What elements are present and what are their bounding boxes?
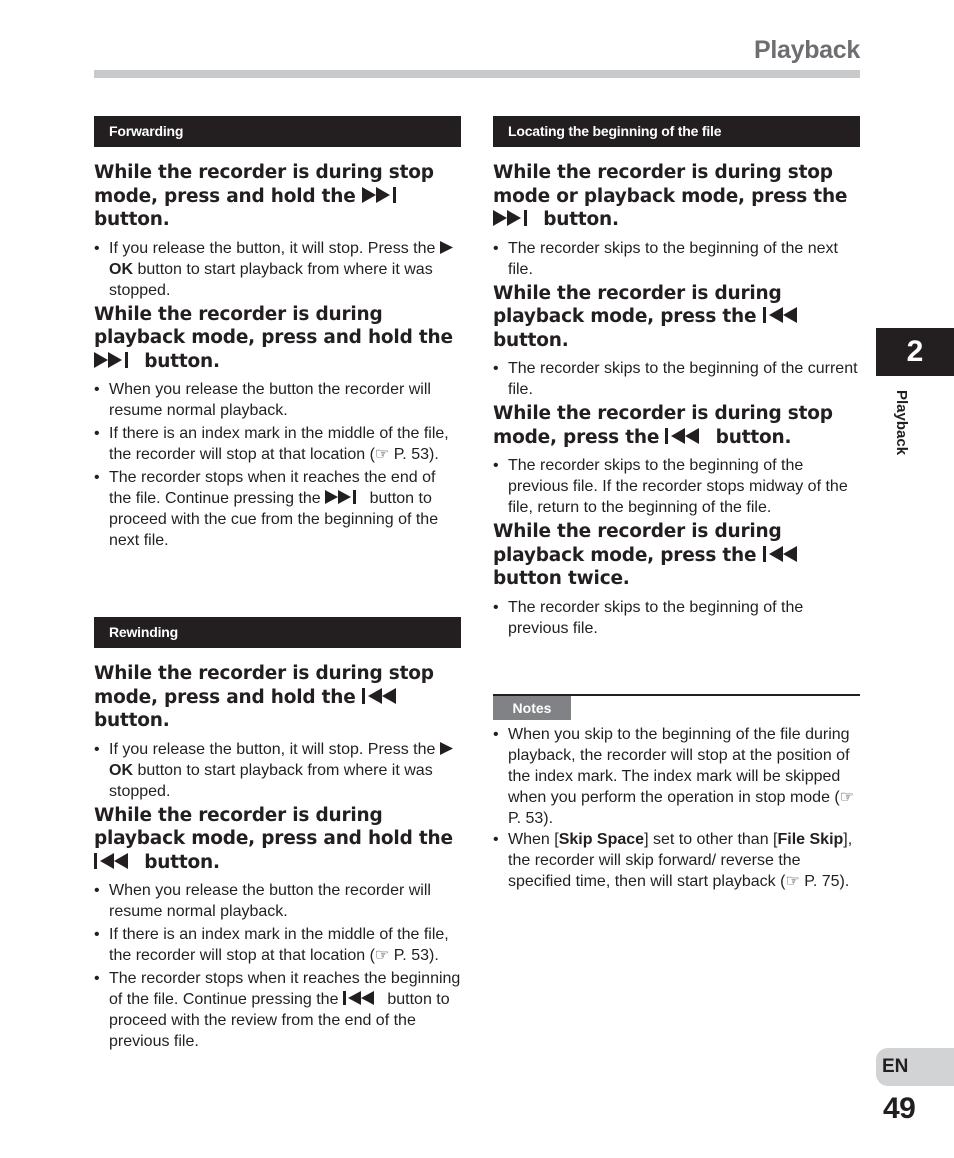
reference-hand-icon: ☞ [374,947,390,964]
play-icon [440,241,453,254]
language-tab: EN [876,1048,954,1086]
list-item: • If you release the button, it will stop. Press the OK button to start playback from where it was stopped. [94,238,461,301]
fast-forward-skip-icon [94,352,138,368]
rewinding-list-stop [94,739,461,802]
ok-label: OK [109,260,133,278]
forwarding-list-playback [94,379,461,551]
rewind-skip-icon [763,307,807,323]
left-column [94,116,461,1052]
ok-label: OK [109,761,133,779]
file-skip-term: File Skip [777,830,844,848]
locating-list-next [493,238,860,280]
rewind-skip-icon [343,991,383,1005]
fast-forward-skip-icon [325,490,365,504]
reference-hand-icon: ☞ [839,788,855,806]
rewind-skip-icon [763,546,807,562]
rewind-skip-icon [362,688,406,704]
page-number: 49 [883,1092,916,1125]
notes-list [493,724,860,892]
fast-forward-skip-icon [362,187,406,203]
list-item: • When you release the button the recorder will resume normal playback. [94,880,461,922]
fast-forward-skip-icon [493,210,537,226]
section-bar-forwarding: Forwarding [94,116,461,147]
list-item: • When you skip to the beginning of the file during playback, the recorder will stop at the position of the index mark. The index mark will be skipped when you perform the operation in stop mode (☞ P. 53). [493,724,860,829]
notes-tag: Notes [493,696,571,720]
reference-hand-icon: ☞ [374,446,390,463]
list-item: • The recorder skips to the beginning of the current file. [493,358,860,400]
rewinding-heading-stop: While the recorder is during stop mode, press and hold the button. [94,663,434,731]
locating-heading-current: While the recorder is during playback mode, press the button. [493,282,860,353]
list-item: • The recorder skips to the beginning of the previous file. [493,597,860,639]
chapter-number-tab: 2 [876,328,954,376]
list-item: • The recorder skips to the beginning of the next file. [493,238,860,280]
play-icon [440,742,453,755]
locating-heading-twice: While the recorder is during playback mode, press the button twice. [493,520,860,591]
locating-heading-previous: While the recorder is during stop mode, press the button. [493,403,833,448]
section-bar-locating: Locating the beginning of the file [493,116,860,147]
skip-space-term: Skip Space [558,830,645,848]
forwarding-heading-playback: While the recorder is during playback mode, press and hold the button. [94,303,453,372]
rewind-skip-icon [665,428,709,444]
list-item: • If you release the button, it will stop. Press the OK button to start playback from where it was stopped. [94,739,461,802]
list-item: • If there is an index mark in the middle of the file, the recorder will stop at that location (☞ P. 53). [94,423,461,465]
page-title: Playback [753,36,860,64]
forwarding-list-stop [94,238,461,301]
forwarding-heading-stop: While the recorder is during stop mode, press and hold the button. [94,162,434,230]
list-item: • If there is an index mark in the middle of the file, the recorder will stop at that location (☞ P. 53). [94,924,461,966]
locating-list-previous [493,455,860,518]
rewind-skip-icon [94,853,138,869]
list-item: • The recorder skips to the beginning of the previous file. If the recorder stops midway of the file, return to the beginning of the file. [493,455,860,518]
list-item: • The recorder stops when it reaches the beginning of the file. Continue pressing the button to proceed with the review from the end of the previous file. [94,968,461,1052]
locating-list-current [493,358,860,400]
list-item: • The recorder stops when it reaches the end of the file. Continue pressing the button to proceed with the cue from the beginning of the next file. [94,467,461,551]
chapter-label [890,390,910,470]
rewinding-heading-playback: While the recorder is during playback mode, press and hold the button. [94,804,453,873]
title-rule [94,70,860,78]
notes-box [493,694,860,892]
chapter-label-text: Playback [893,390,910,456]
rewinding-list-playback [94,880,461,1052]
right-column [493,116,860,892]
section-bar-rewinding: Rewinding [94,617,461,648]
list-item: • When you release the button the recorder will resume normal playback. [94,379,461,421]
reference-hand-icon: ☞ [785,872,800,890]
locating-heading-next: While the recorder is during stop mode or playback mode, press the button. [493,162,848,230]
locating-list-twice [493,597,860,639]
list-item: • When [Skip Space] set to other than [File Skip], the recorder will skip forward/ reverse the specified time, then will start playback (☞ P. 75). [493,829,860,892]
